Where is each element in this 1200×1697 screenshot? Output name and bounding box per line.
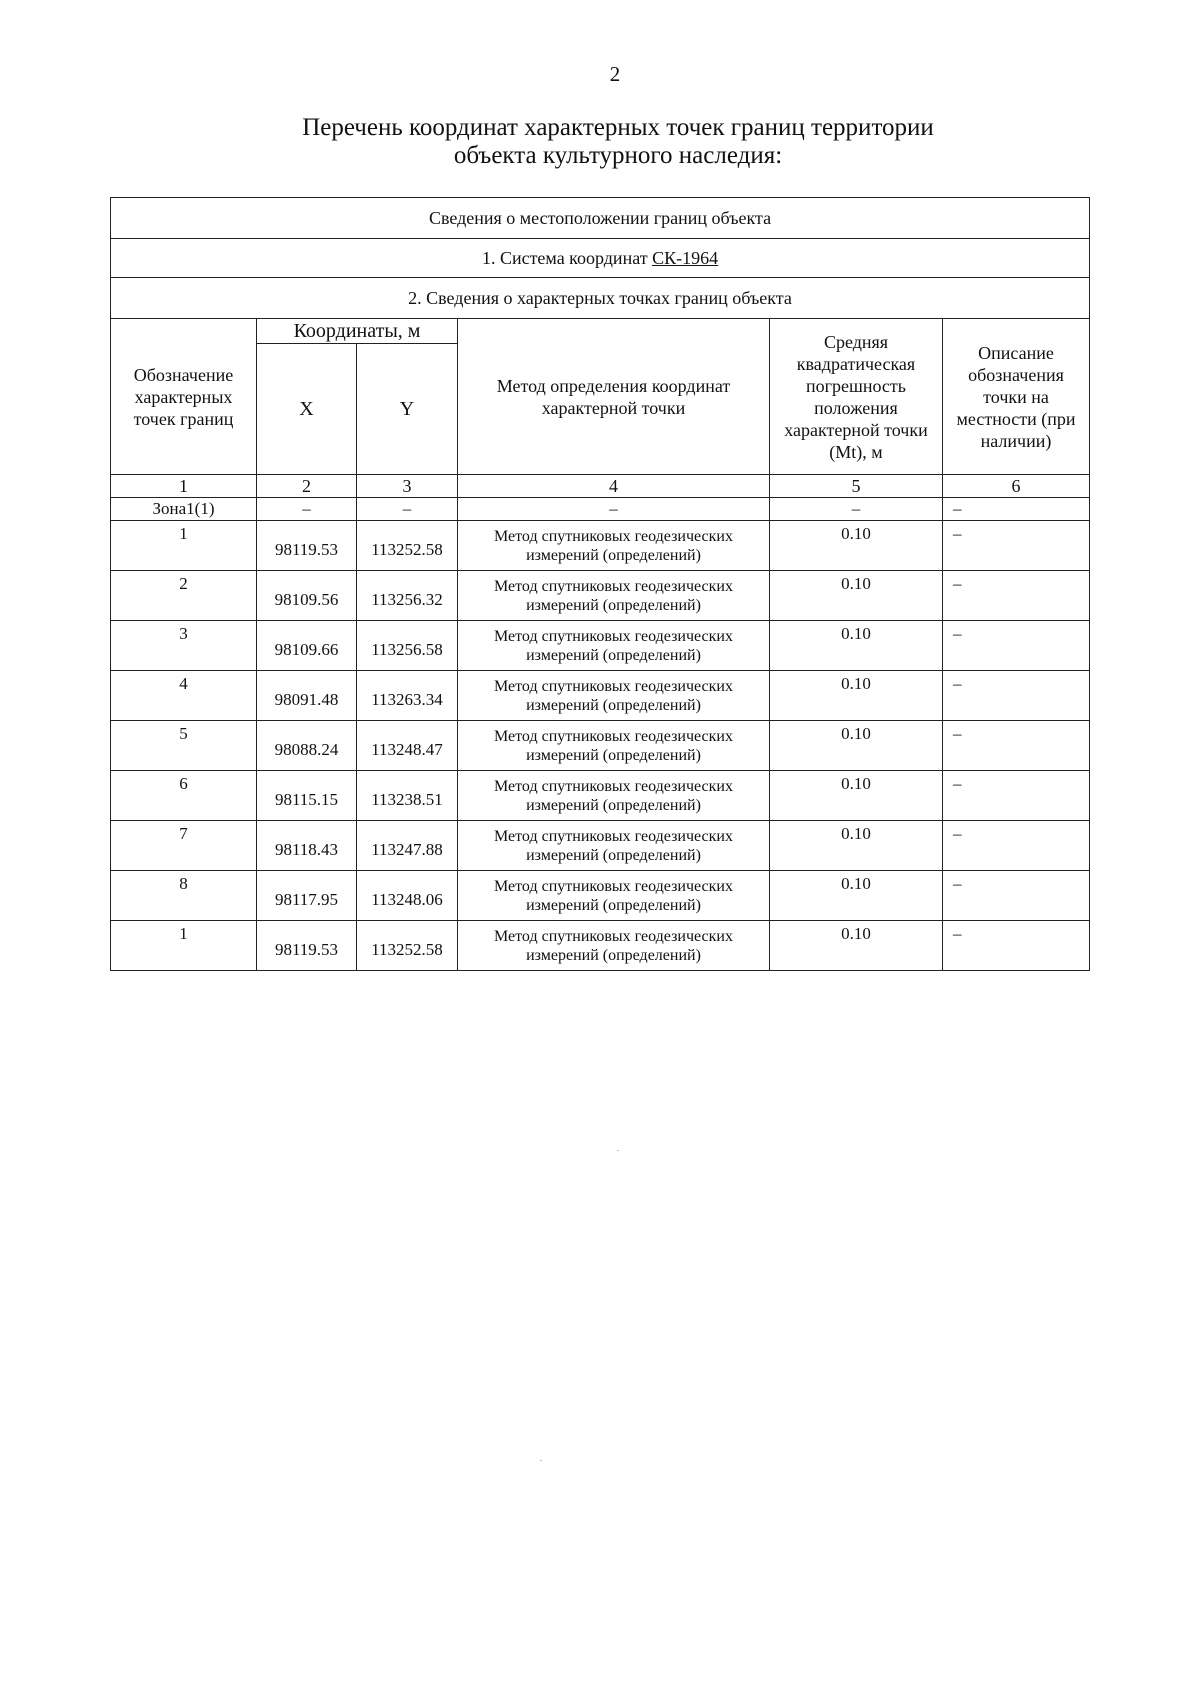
document-title bbox=[0, 114, 1200, 170]
point-cell: 5 bbox=[111, 721, 257, 771]
method-cell: Метод спутниковых геодезических измерений (определений) bbox=[458, 921, 770, 971]
error-cell: 0.10 bbox=[770, 571, 943, 621]
table-row bbox=[111, 521, 1090, 571]
error-cell: 0.10 bbox=[770, 771, 943, 821]
method-cell: Метод спутниковых геодезических измерений (определений) bbox=[458, 721, 770, 771]
error-cell: 0.10 bbox=[770, 671, 943, 721]
description-cell: – bbox=[943, 921, 1090, 971]
point-cell: 1 bbox=[111, 521, 257, 571]
column-number: 3 bbox=[357, 475, 458, 498]
header-method: Метод определения координат характерной точки bbox=[458, 319, 770, 475]
y-cell: 113256.32 bbox=[357, 571, 458, 621]
column-number: 1 bbox=[111, 475, 257, 498]
points-heading: 2. Сведения о характерных точках границ объекта bbox=[111, 278, 1090, 319]
x-cell: 98119.53 bbox=[257, 921, 357, 971]
description-cell: – bbox=[943, 621, 1090, 671]
column-number: 2 bbox=[257, 475, 357, 498]
table-row bbox=[111, 871, 1090, 921]
zone-cell: – bbox=[458, 498, 770, 521]
error-cell: 0.10 bbox=[770, 871, 943, 921]
scan-speck bbox=[540, 1460, 542, 1461]
method-cell: Метод спутниковых геодезических измерений (определений) bbox=[458, 771, 770, 821]
coordinate-system-cell bbox=[111, 239, 1090, 278]
header-error-text: Средняя квадратическая погрешность положения характерной точки (Mt), м bbox=[784, 331, 928, 462]
y-cell: 113256.58 bbox=[357, 621, 458, 671]
header-point-designation: Обозначение характерных точек границ bbox=[111, 319, 257, 475]
coordinate-system-value: СК-1964 bbox=[652, 248, 719, 268]
x-cell: 98109.66 bbox=[257, 621, 357, 671]
x-cell: 98109.56 bbox=[257, 571, 357, 621]
error-cell: 0.10 bbox=[770, 521, 943, 571]
description-cell: – bbox=[943, 821, 1090, 871]
method-cell: Метод спутниковых геодезических измерений (определений) bbox=[458, 821, 770, 871]
method-cell: Метод спутниковых геодезических измерений (определений) bbox=[458, 871, 770, 921]
method-cell: Метод спутниковых геодезических измерений (определений) bbox=[458, 521, 770, 571]
coordinate-system-row bbox=[111, 239, 1090, 278]
y-cell: 113247.88 bbox=[357, 821, 458, 871]
header-x: X bbox=[257, 344, 357, 475]
coordinates-table bbox=[110, 197, 1090, 971]
column-number: 6 bbox=[943, 475, 1090, 498]
zone-cell: – bbox=[257, 498, 357, 521]
zone-cell: – bbox=[357, 498, 458, 521]
scan-speck bbox=[617, 1150, 619, 1151]
error-cell: 0.10 bbox=[770, 721, 943, 771]
table-row bbox=[111, 771, 1090, 821]
page-number: 2 bbox=[609, 62, 621, 86]
points-heading-row bbox=[111, 278, 1090, 319]
description-cell: – bbox=[943, 571, 1090, 621]
zone-label: Зона1(1) bbox=[111, 498, 257, 521]
header-row-1 bbox=[111, 319, 1090, 344]
zone-cell: – bbox=[770, 498, 943, 521]
table-row bbox=[111, 721, 1090, 771]
header-y: Y bbox=[357, 344, 458, 475]
header-description: Описание обозначения точки на местности (при наличии) bbox=[943, 319, 1090, 475]
description-cell: – bbox=[943, 671, 1090, 721]
column-number: 5 bbox=[770, 475, 943, 498]
point-cell: 1 bbox=[111, 921, 257, 971]
x-cell: 98119.53 bbox=[257, 521, 357, 571]
column-number-row bbox=[111, 475, 1090, 498]
description-cell: – bbox=[943, 871, 1090, 921]
method-cell: Метод спутниковых геодезических измерений (определений) bbox=[458, 571, 770, 621]
table-row bbox=[111, 571, 1090, 621]
y-cell: 113252.58 bbox=[357, 521, 458, 571]
x-cell: 98115.15 bbox=[257, 771, 357, 821]
point-cell: 8 bbox=[111, 871, 257, 921]
error-cell: 0.10 bbox=[770, 821, 943, 871]
y-cell: 113238.51 bbox=[357, 771, 458, 821]
y-cell: 113263.34 bbox=[357, 671, 458, 721]
x-cell: 98088.24 bbox=[257, 721, 357, 771]
title-line-1: Перечень координат характерных точек границ территории bbox=[302, 114, 934, 141]
error-cell: 0.10 bbox=[770, 921, 943, 971]
x-cell: 98091.48 bbox=[257, 671, 357, 721]
y-cell: 113248.47 bbox=[357, 721, 458, 771]
point-cell: 2 bbox=[111, 571, 257, 621]
table-row bbox=[111, 671, 1090, 721]
table-row bbox=[111, 821, 1090, 871]
x-cell: 98117.95 bbox=[257, 871, 357, 921]
x-cell: 98118.43 bbox=[257, 821, 357, 871]
table-caption: Сведения о местоположении границ объекта bbox=[111, 198, 1090, 239]
header-error bbox=[770, 319, 943, 475]
zone-row bbox=[111, 498, 1090, 521]
y-cell: 113248.06 bbox=[357, 871, 458, 921]
title-line-2: объекта культурного наследия: bbox=[453, 142, 783, 169]
point-cell: 7 bbox=[111, 821, 257, 871]
point-cell: 6 bbox=[111, 771, 257, 821]
table-row bbox=[111, 921, 1090, 971]
point-cell: 3 bbox=[111, 621, 257, 671]
header-coordinates: Координаты, м bbox=[257, 319, 458, 344]
zone-cell: – bbox=[943, 498, 1090, 521]
description-cell: – bbox=[943, 721, 1090, 771]
error-cell: 0.10 bbox=[770, 621, 943, 671]
description-cell: – bbox=[943, 771, 1090, 821]
point-cell: 4 bbox=[111, 671, 257, 721]
y-cell: 113252.58 bbox=[357, 921, 458, 971]
coordinate-system-label: 1. Система координат bbox=[481, 248, 653, 268]
method-cell: Метод спутниковых геодезических измерений (определений) bbox=[458, 671, 770, 721]
method-cell: Метод спутниковых геодезических измерений (определений) bbox=[458, 621, 770, 671]
description-cell: – bbox=[943, 521, 1090, 571]
column-number: 4 bbox=[458, 475, 770, 498]
table-row bbox=[111, 621, 1090, 671]
table-caption-row bbox=[111, 198, 1090, 239]
